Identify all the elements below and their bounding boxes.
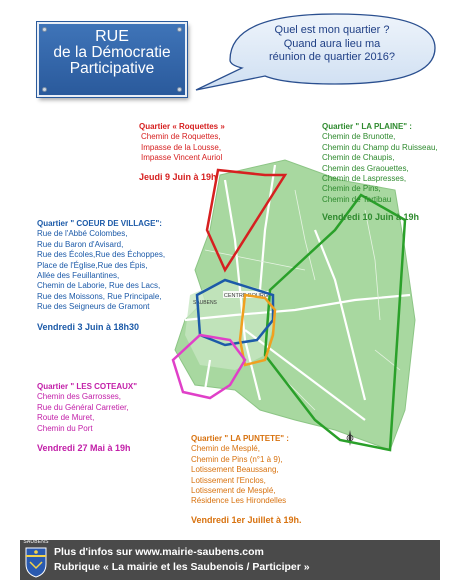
district-puntete: [191, 434, 302, 525]
town-crest-icon: [24, 542, 48, 578]
footer-link-text[interactable]: Plus d'infos sur www.mairie-saubens.com: [54, 546, 264, 558]
street-item: Chemin du Port: [37, 423, 93, 433]
district-coeur-date: Vendredi 3 Juin à 18h30: [37, 321, 140, 332]
screw-icon: [177, 87, 182, 92]
street-item: Chemin des Garrosses,: [37, 392, 122, 402]
district-plaine-date: Vendredi 10 Juin à 19h: [322, 212, 420, 223]
bubble-line-3: réunion de quartier 2016?: [269, 51, 395, 63]
district-coeur-heading: Quartier " COEUR DE VILLAGE":: [37, 219, 162, 228]
district-coteaux-date: Vendredi 27 Mai à 19h: [37, 443, 131, 454]
street-item: Place de l'Église,Rue des Épis,: [37, 260, 148, 270]
street-item: Rue du Baron d'Avisard,: [37, 239, 124, 249]
district-roquettes: [139, 122, 225, 182]
street-item: Chemin de Chaupis,: [322, 153, 395, 163]
district-coteaux-heading: Quartier " LES COTEAUX": [37, 382, 138, 391]
district-plaine: [322, 122, 438, 223]
street-item: Rue de l'Abbé Colombes,: [37, 229, 128, 239]
street-item: Lotissement Beaussang,: [191, 465, 279, 475]
district-coteaux: [37, 382, 137, 453]
crest-name: SAUBENS: [23, 539, 49, 545]
street-item: Rue des Moissons, Rue Principale,: [37, 291, 162, 301]
street-item: Chemin du Champ du Ruisseau,: [322, 142, 438, 152]
street-item: Rue des Seigneurs de Gramont: [37, 302, 150, 312]
street-item: Chemin de Laborie, Rue des Lacs,: [37, 281, 161, 291]
district-puntete-date: Vendredi 1er Juillet à 19h.: [191, 514, 302, 525]
district-roquettes-streets: [139, 132, 225, 163]
street-item: Impasse Vincent Auriol: [141, 153, 223, 163]
bubble-line-2: Quand aura lieu ma: [283, 37, 381, 50]
screw-icon: [42, 87, 47, 92]
district-coeur: [37, 219, 165, 332]
street-item: Chemin de Brunotte,: [322, 132, 396, 142]
street-item: Chemin de Mesplé,: [191, 444, 260, 454]
title-line-1: RUE: [95, 28, 129, 45]
street-item: Chemin des Graouettes,: [322, 163, 409, 173]
screw-icon: [42, 27, 47, 32]
street-item: Chemin de Roquettes,: [141, 132, 221, 142]
street-item: Route de Muret,: [37, 413, 95, 423]
title-line-2: de la Démocratie: [53, 44, 171, 61]
street-item: Impasse de la Lousse,: [141, 142, 222, 152]
map-town-label: SAUBENS: [193, 300, 217, 306]
street-item: Allée des Feuillantines,: [37, 271, 120, 281]
footer-rubric-text: Rubrique « La mairie et les Saubenois / Participer »: [54, 561, 310, 573]
street-item: Chemin de Laspresses,: [322, 174, 407, 184]
title-sign: [37, 22, 187, 97]
street-item: Lotissement de Mesplé,: [191, 486, 276, 496]
street-item: Résidence Les Hirondelles: [191, 496, 287, 506]
district-plaine-heading: Quartier " LA PLAINE" :: [322, 122, 412, 131]
district-puntete-heading: Quartier " LA PUNTETE" :: [191, 434, 289, 443]
map-center-label: CENTRE BOURG: [223, 293, 269, 299]
title-line-3: Participative: [69, 60, 155, 77]
street-item: Chemin de Pins,: [322, 184, 381, 194]
district-roquettes-heading: Quartier « Roquettes »: [139, 122, 225, 131]
street-item: Chemin de Tartibau: [322, 194, 392, 204]
footer-banner: [20, 540, 440, 580]
street-item: Rue du Général Carretier,: [37, 402, 129, 412]
street-item: Rue des Écoles,Rue des Échoppes,: [37, 250, 166, 260]
district-roquettes-date: Jeudi 9 Juin à 19h: [139, 171, 217, 182]
street-item: Chemin de Pins (n°1 à 9),: [191, 454, 283, 464]
bubble-line-1: Quel est mon quartier ?: [274, 24, 390, 36]
screw-icon: [177, 27, 182, 32]
speech-bubble-text: [232, 24, 432, 65]
street-item: Lotissement l'Enclos,: [191, 475, 266, 485]
